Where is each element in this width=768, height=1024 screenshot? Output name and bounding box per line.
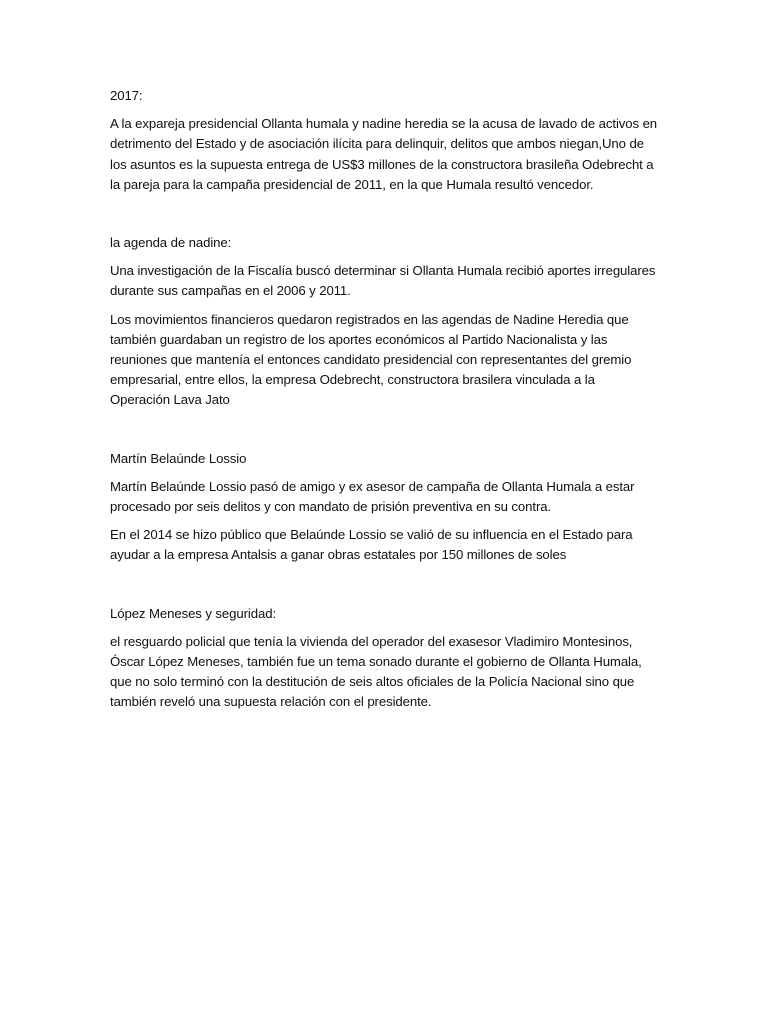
blank-line — [110, 203, 662, 233]
paragraph-line: procesado por seis delitos y con mandato de prisión preventiva en su contra. — [110, 499, 552, 515]
paragraph-line: también guardaban un registro de los aportes económicos al Partido Nacionalista y las — [110, 331, 608, 347]
paragraph-line: Óscar López Meneses, también fue un tema sonado durante el gobierno de Ollanta Humala, — [110, 654, 642, 670]
agenda-paragraph-2 — [110, 310, 662, 411]
year-heading: 2017: — [110, 88, 143, 103]
paragraph-line: también reveló una supuesta relación con el presidente. — [110, 694, 432, 710]
paragraph-line: el resguardo policial que tenía la vivienda del operador del exasesor Vladimiro Montesinos, — [110, 633, 633, 649]
paragraph-line: la pareja para la campaña presidencial de 2011, en la que Humala resultó vencedor. — [110, 176, 594, 192]
agenda-paragraph-1 — [110, 261, 662, 301]
section-heading-agenda: la agenda de nadine: — [110, 235, 232, 251]
paragraph-line: Los movimientos financieros quedaron registrados en las agendas de Nadine Heredia que — [110, 311, 629, 327]
section-heading-lopez-meneses: López Meneses y seguridad: — [110, 605, 277, 621]
paragraph-line: los asuntos es la supuesta entrega de US$3 millones de la constructora brasileña Odebrecht a — [110, 156, 654, 172]
paragraph-line: ayudar a la empresa Antalsis a ganar obras estatales por 150 millones de soles — [110, 547, 567, 563]
paragraph-line: detrimento del Estado y de asociación ilícita para delinquir, delitos que ambos niegan,Uno de — [110, 136, 644, 152]
paragraph-line: empresarial, entre ellos, la empresa Odebrecht, constructora brasilera vinculada a la — [110, 372, 595, 388]
section-heading-belaunde: Martín Belaúnde Lossio — [110, 450, 247, 466]
paragraph-line: durante sus campañas en el 2006 y 2011. — [110, 283, 351, 299]
belaunde-paragraph-2 — [110, 525, 662, 565]
blank-line — [110, 574, 662, 604]
paragraph-line: Operación Lava Jato — [110, 392, 230, 408]
belaunde-paragraph-1 — [110, 477, 662, 517]
paragraph-line: En el 2014 se hizo público que Belaúnde Lossio se valió de su influencia en el Estado para — [110, 527, 633, 543]
paragraph-line: Martín Belaúnde Lossio pasó de amigo y ex asesor de campaña de Ollanta Humala a estar — [110, 478, 635, 494]
paragraph-line: que no solo terminó con la destitución de seis altos oficiales de la Policía Nacional sino que — [110, 674, 635, 690]
paragraph-line: Una investigación de la Fiscalía buscó determinar si Ollanta Humala recibió aportes irregulares — [110, 263, 656, 279]
lopez-meneses-paragraph — [110, 632, 662, 713]
document-body — [110, 86, 662, 721]
intro-paragraph — [110, 114, 662, 195]
paragraph-line: A la expareja presidencial Ollanta humala y nadine heredia se la acusa de lavado de activos en — [110, 116, 658, 132]
paragraph-line: reuniones que mantenía el entonces candidato presidencial con representantes del gremio — [110, 352, 632, 368]
blank-line — [110, 419, 662, 449]
